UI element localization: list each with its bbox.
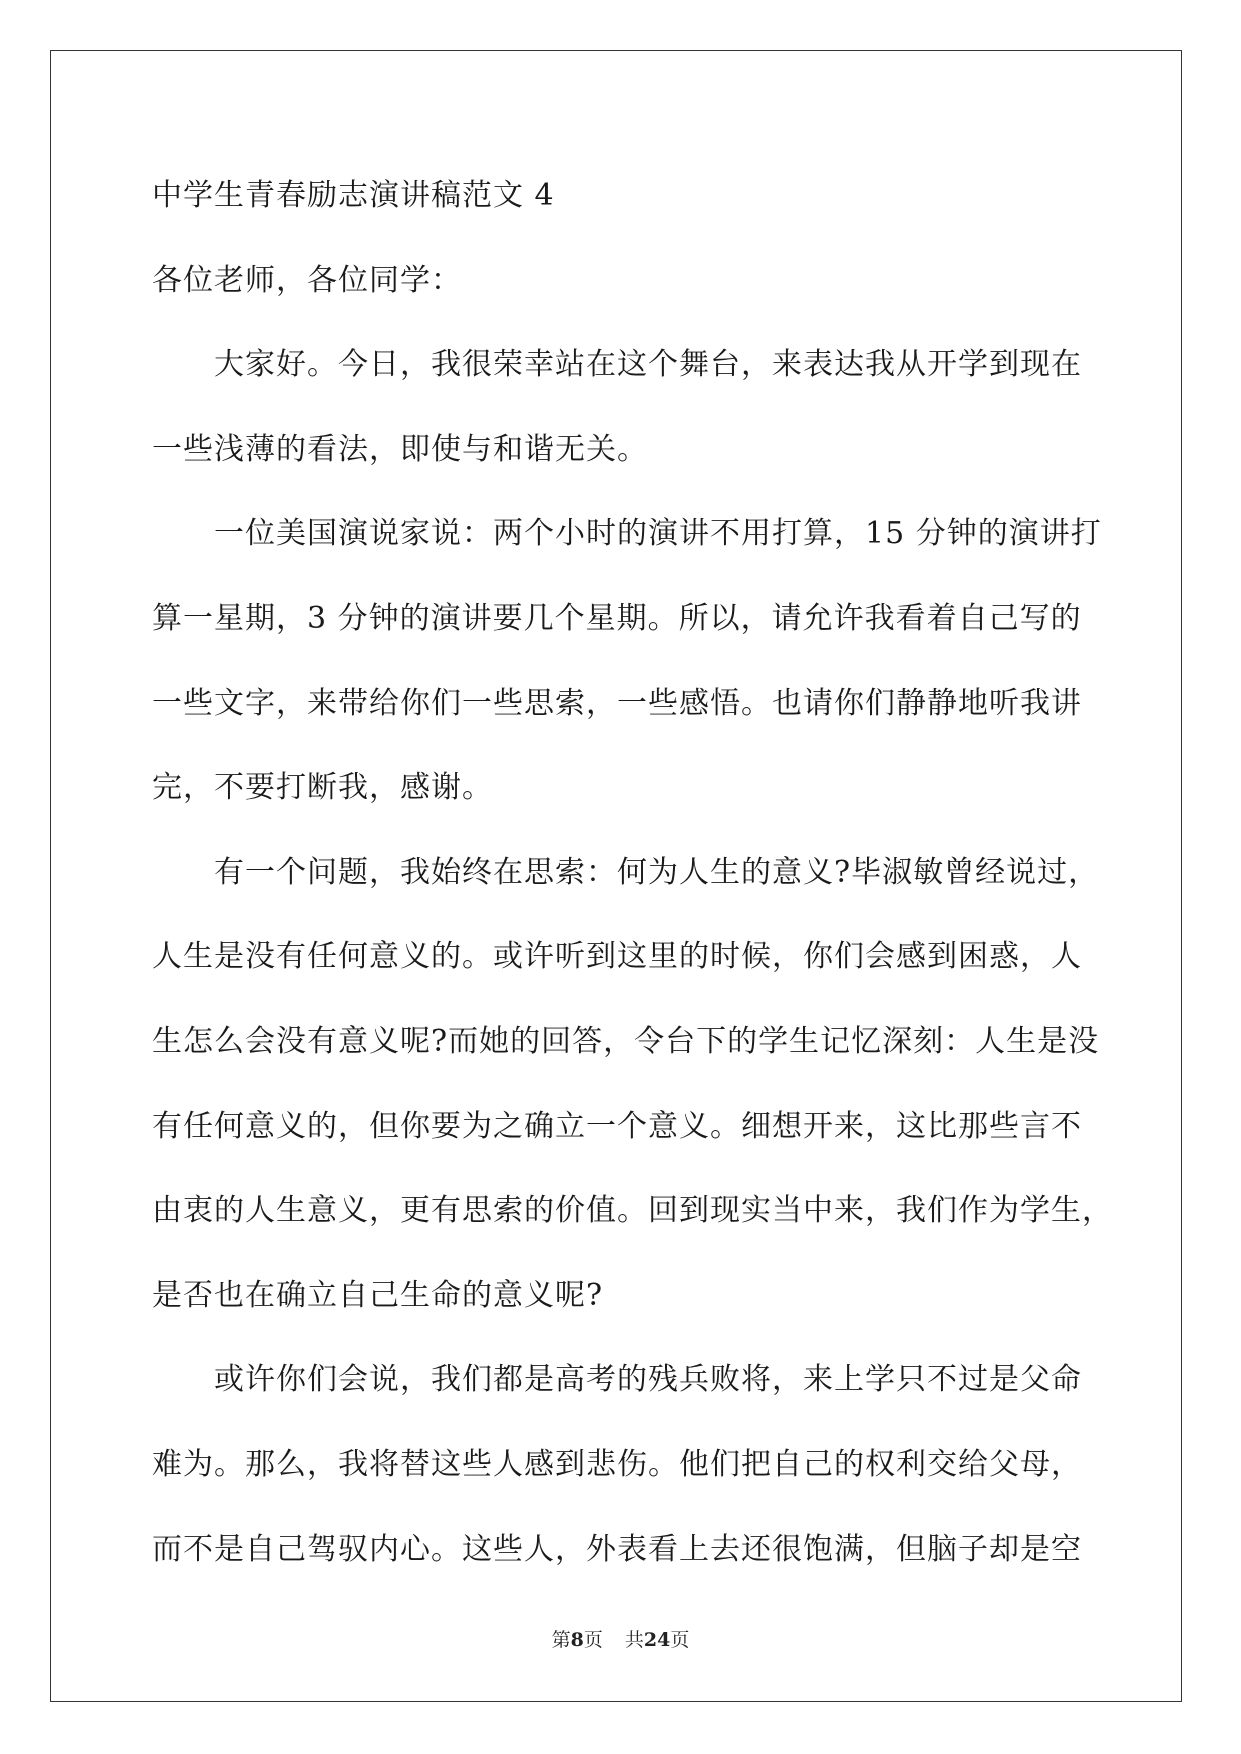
text-line: 由衷的人生意义，更有思索的价值。回到现实当中来，我们作为学生， <box>152 1193 1113 1229</box>
body-text <box>152 323 1113 1592</box>
text-line: 而不是自己驾驭内心。这些人，外表看上去还很饱满，但脑子却是空 <box>152 1531 1082 1567</box>
total-suffix: 页 <box>670 1629 690 1651</box>
text-line: 完，不要打断我，感谢。 <box>152 770 493 806</box>
text-line: 或许你们会说，我们都是高考的残兵败将，来上学只不过是父命 <box>214 1362 1082 1398</box>
greeting: 各位老师，各位同学： <box>152 262 462 298</box>
text-line: 大家好。今日，我很荣幸站在这个舞台，来表达我从开学到现在 <box>214 347 1082 383</box>
total-prefix: 共 <box>624 1629 644 1651</box>
page-footer <box>0 1625 1241 1652</box>
text-line: 有一个问题，我始终在思索：何为人生的意义?毕淑敏曾经说过， <box>214 854 1100 890</box>
text-line: 是否也在确立自己生命的意义呢? <box>152 1277 604 1313</box>
text-line: 一些文字，来带给你们一些思索，一些感悟。也请你们静静地听我讲 <box>152 685 1082 721</box>
document-body <box>152 154 1113 1592</box>
text-line: 人生是没有任何意义的。或许听到这里的时候，你们会感到困惑，人 <box>152 939 1082 975</box>
document-title: 中学生青春励志演讲稿范文 4 <box>152 178 555 213</box>
text-line: 一些浅薄的看法，即使与和谐无关。 <box>152 431 648 467</box>
text-line: 生怎么会没有意义呢?而她的回答，令台下的学生记忆深刻：人生是没 <box>152 1023 1100 1059</box>
text-line: 算一星期，3 分钟的演讲要几个星期。所以，请允许我看着自己写的 <box>152 600 1082 636</box>
text-line: 一位美国演说家说：两个小时的演讲不用打算，15 分钟的演讲打 <box>214 516 1102 552</box>
page-total: 24 <box>643 1629 671 1651</box>
text-line: 难为。那么，我将替这些人感到悲伤。他们把自己的权利交给父母， <box>152 1446 1082 1482</box>
page-prefix: 第 <box>551 1629 571 1651</box>
page-suffix: 页 <box>583 1629 603 1651</box>
text-line: 有任何意义的，但你要为之确立一个意义。细想开来，这比那些言不 <box>152 1108 1082 1144</box>
page-current: 8 <box>570 1629 584 1651</box>
